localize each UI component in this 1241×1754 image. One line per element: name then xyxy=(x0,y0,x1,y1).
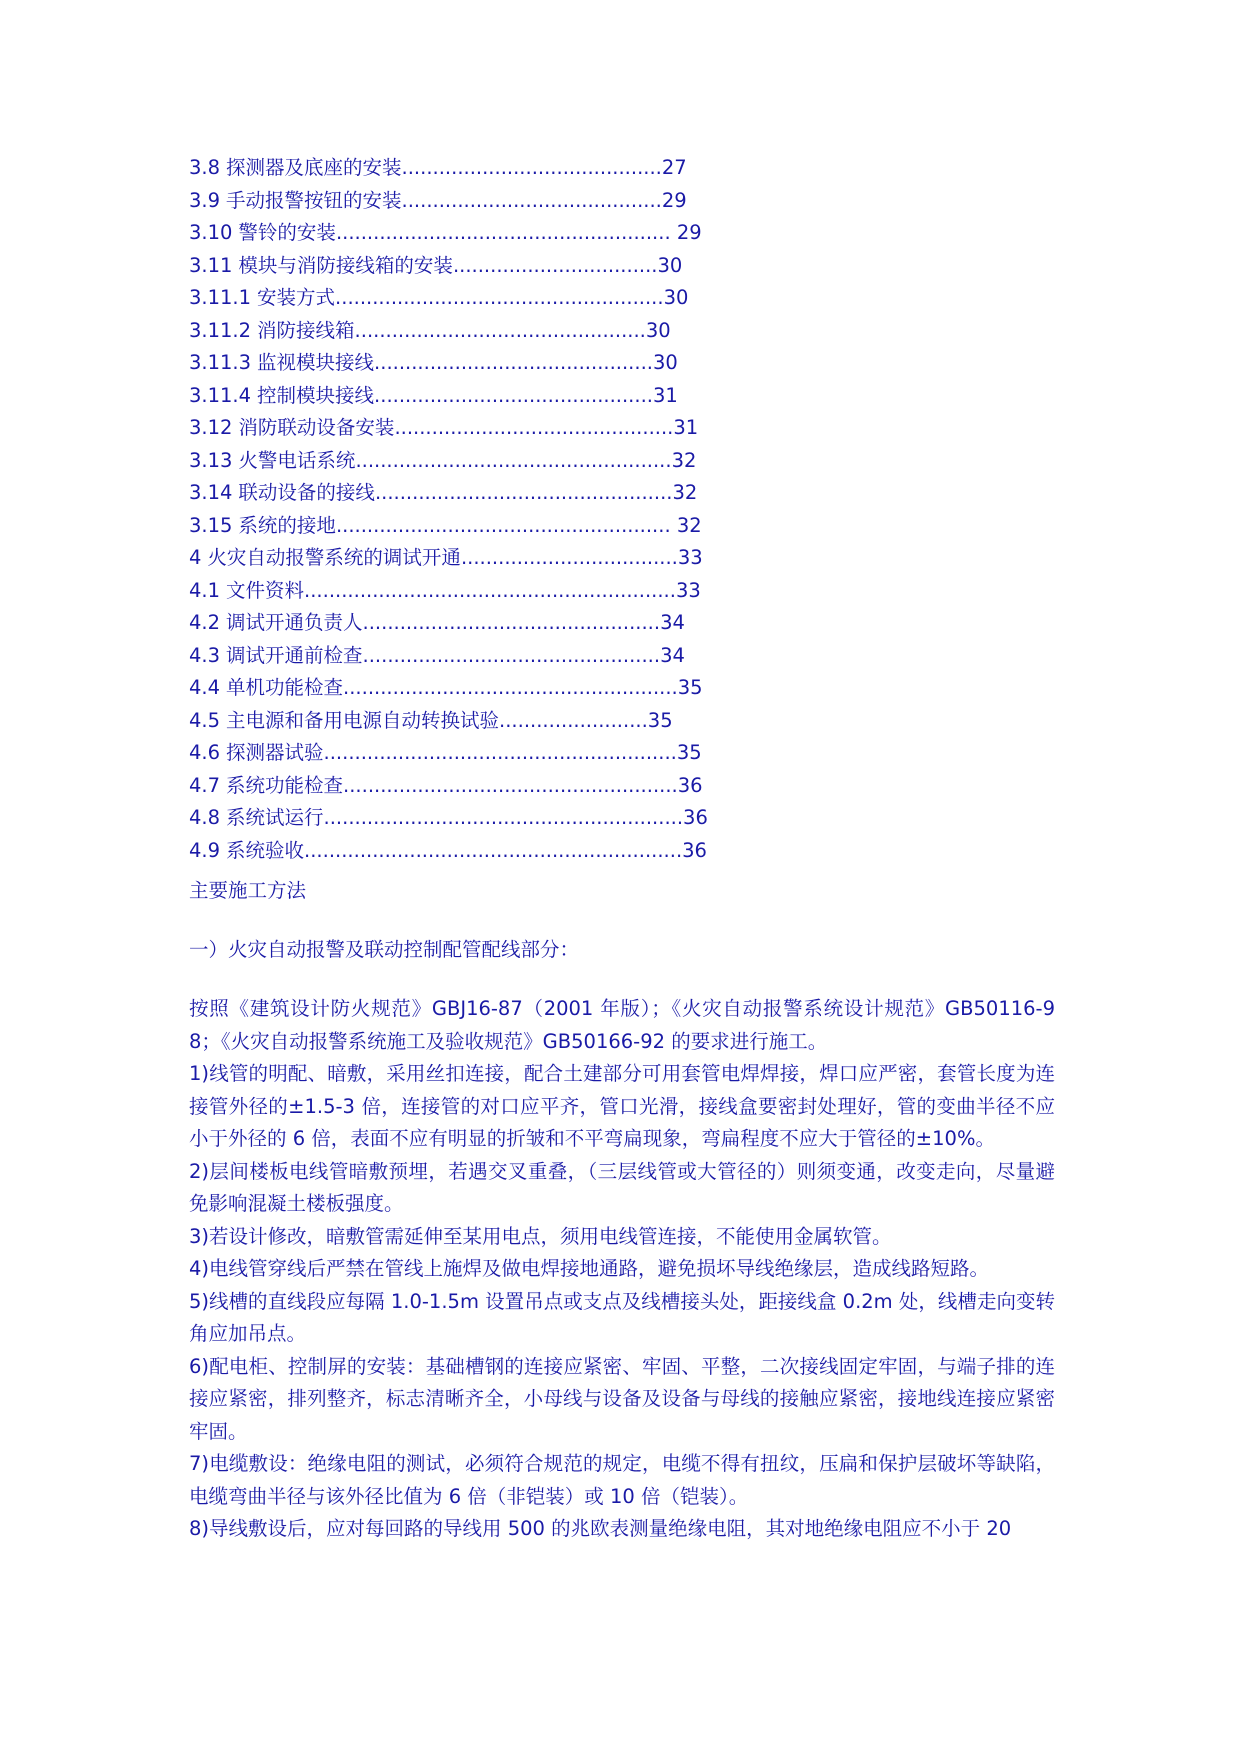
list-item: 2)层间楼板电线管暗敷预埋，若遇交叉重叠，（三层线管或大管径的）则须变通，改变走向，尽量避免影响混凝土楼板强度。 xyxy=(189,1159,1055,1215)
toc-leader: ................................. xyxy=(452,253,658,277)
toc-leader: ...................................................... xyxy=(335,513,671,537)
intro-paragraph: 按照《建筑设计防火规范》GBJ16-87（2001 年版）；《火灾自动报警系统设计规范》GB50116-98；《火灾自动报警系统施工及验收规范》GB50166-92 的要求进行施工。 xyxy=(189,997,1055,1053)
toc-page-number: 36 xyxy=(682,838,707,862)
toc-number: 4.6 xyxy=(189,741,221,764)
toc-page-number: 34 xyxy=(660,611,685,634)
toc-entry[interactable] xyxy=(189,250,749,283)
toc-page-number: 32 xyxy=(671,448,697,472)
toc-page-number: 36 xyxy=(683,806,708,829)
toc-number: 4 xyxy=(189,546,202,569)
toc-page-number: 30 xyxy=(663,286,689,309)
toc-number: 4.1 xyxy=(189,578,221,602)
toc-leader: .......................................... xyxy=(401,188,662,212)
toc-title: 主电源和备用电源自动转换试验 xyxy=(226,708,500,732)
toc-number: 3.11.3 xyxy=(189,351,252,374)
toc-title: 消防接线箱 xyxy=(257,318,355,342)
toc-page-number: 32 xyxy=(670,513,702,537)
toc-number: 3.13 xyxy=(189,448,233,472)
toc-leader: ................................... xyxy=(460,546,678,569)
toc-leader: ......................................................... xyxy=(323,741,677,764)
toc-leader: ............................................................ xyxy=(304,578,676,602)
toc-title: 系统的接地 xyxy=(238,513,336,537)
toc-page-number: 34 xyxy=(660,643,685,667)
toc-entry[interactable] xyxy=(189,737,749,770)
toc-leader: ............................................. xyxy=(374,383,653,407)
toc-entry[interactable] xyxy=(189,607,749,640)
toc-leader: ........................ xyxy=(499,708,648,732)
list-item: 3)若设计修改，暗敷管需延伸至某用电点，须用电线管连接，不能使用金属软管。 xyxy=(189,1224,892,1248)
toc-leader: .......................................... xyxy=(401,156,662,179)
toc-leader: ................................................ xyxy=(362,643,661,667)
toc-title: 火灾自动报警系统的调试开通 xyxy=(207,546,461,569)
toc-number: 3.11.1 xyxy=(189,286,252,309)
toc-page-number: 29 xyxy=(670,221,702,244)
toc-page-number: 30 xyxy=(652,351,678,374)
toc-number: 4.9 xyxy=(189,838,221,862)
toc-entry[interactable] xyxy=(189,542,749,575)
toc-page-number: 29 xyxy=(661,188,687,212)
toc-number: 3.8 xyxy=(189,156,221,179)
toc-entry[interactable] xyxy=(189,445,749,478)
toc-entry[interactable] xyxy=(189,575,749,608)
toc-number: 3.11.4 xyxy=(189,383,252,407)
toc-title: 消防联动设备安装 xyxy=(238,416,395,439)
subsection-heading: 一）火灾自动报警及联动控制配管配线部分： xyxy=(189,938,580,961)
toc-page-number: 27 xyxy=(661,156,687,179)
toc-number: 3.14 xyxy=(189,481,233,504)
toc-leader: ............................................................. xyxy=(304,838,683,862)
toc-number: 4.2 xyxy=(189,611,221,634)
toc-entry[interactable] xyxy=(189,640,749,673)
toc-title: 手动报警按钮的安装 xyxy=(226,188,402,212)
toc-page-number: 31 xyxy=(673,416,699,439)
toc-page-number: 30 xyxy=(657,253,683,277)
toc-entry[interactable] xyxy=(189,152,749,185)
section-heading: 主要施工方法 xyxy=(189,879,307,902)
toc-entry[interactable] xyxy=(189,835,749,868)
toc-page-number: 30 xyxy=(645,318,671,342)
toc-leader: ...................................................... xyxy=(343,773,678,797)
toc-entry[interactable] xyxy=(189,477,749,510)
toc-title: 探测器试验 xyxy=(226,741,324,764)
toc-leader: ............................................. xyxy=(394,416,674,439)
toc-number: 4.3 xyxy=(189,643,221,667)
list-item: 1)线管的明配、暗敷，采用丝扣连接，配合土建部分可用套管电焊焊接，焊口应严密，套管长度为连接管外径的±1.5-3 倍，连接管的对口应平齐，管口光滑，接线盒要密封处理好，管的变曲半径不应小于外径的 6 倍，表面不应有明显的折皱和不平弯扁现象，弯扁程度不应大于管径的±10%。 xyxy=(189,1062,1055,1150)
toc-title: 模块与消防接线箱的安装 xyxy=(238,253,453,277)
toc-page-number: 35 xyxy=(676,741,702,764)
toc-title: 系统验收 xyxy=(226,838,305,862)
toc-number: 3.10 xyxy=(189,221,233,244)
toc-title: 探测器及底座的安装 xyxy=(226,156,402,179)
toc-page-number: 31 xyxy=(652,383,678,407)
toc-page-number: 35 xyxy=(677,676,703,699)
list-item: 5)线槽的直线段应每隔 1.0-1.5m 设置吊点或支点及线槽接头处，距接线盒 0.2m 处，线槽走向变转角应加吊点。 xyxy=(189,1289,1055,1345)
toc-title: 控制模块接线 xyxy=(257,383,375,407)
list-item: 8)导线敷设后，应对每回路的导线用 500 的兆欧表测量绝缘电阻，其对地绝缘电阻应不小于 20 xyxy=(189,1517,1012,1540)
toc-title: 调试开通负责人 xyxy=(226,611,363,634)
toc-number: 3.11 xyxy=(189,253,233,277)
toc-leader: ................................................... xyxy=(355,448,672,472)
toc-page-number: 33 xyxy=(677,546,703,569)
toc-page-number: 33 xyxy=(675,578,701,602)
list-item: 7)电缆敷设：绝缘电阻的测试，必须符合规范的规定，电缆不得有扭纹，压扁和保护层破坏等缺陷，电缆弯曲半径与该外径比值为 6 倍（非铠装）或 10 倍（铠装）。 xyxy=(189,1452,1055,1508)
toc-number: 3.11.2 xyxy=(189,318,252,342)
toc-leader: ............................................. xyxy=(374,351,653,374)
toc-title: 系统试运行 xyxy=(226,806,324,829)
toc-number: 4.7 xyxy=(189,773,221,797)
toc-entry[interactable] xyxy=(189,770,749,803)
toc-number: 4.5 xyxy=(189,708,221,732)
item-list xyxy=(189,1058,1055,1546)
toc-page-number: 32 xyxy=(672,481,698,504)
toc-leader: ...................................................... xyxy=(335,221,671,244)
toc-title: 联动设备的接线 xyxy=(238,481,375,504)
toc-entry[interactable] xyxy=(189,510,749,543)
toc-leader: ................................................ xyxy=(362,611,661,634)
toc-entry[interactable] xyxy=(189,412,749,445)
toc-title: 系统功能检查 xyxy=(226,773,344,797)
toc-entry[interactable] xyxy=(189,347,749,380)
toc-leader: ...................................................... xyxy=(343,676,678,699)
toc-number: 3.12 xyxy=(189,416,233,439)
toc-title: 调试开通前检查 xyxy=(226,643,363,667)
toc-leader: .......................................................... xyxy=(323,806,684,829)
toc-title: 安装方式 xyxy=(257,286,336,309)
toc-entry[interactable] xyxy=(189,315,749,348)
toc-entry[interactable] xyxy=(189,672,749,705)
toc-entry[interactable] xyxy=(189,185,749,218)
toc-entry[interactable] xyxy=(189,282,749,315)
toc-title: 文件资料 xyxy=(226,578,305,602)
toc-entry[interactable] xyxy=(189,380,749,413)
toc-page-number: 35 xyxy=(647,708,673,732)
toc-title: 监视模块接线 xyxy=(257,351,375,374)
toc-title: 火警电话系统 xyxy=(238,448,356,472)
toc-entry[interactable] xyxy=(189,217,749,250)
toc-number: 3.9 xyxy=(189,188,221,212)
toc-leader: ................................................ xyxy=(374,481,673,504)
toc-title: 单机功能检查 xyxy=(226,676,344,699)
table-of-contents xyxy=(189,152,749,867)
toc-leader: ............................................... xyxy=(354,318,646,342)
toc-page-number: 36 xyxy=(677,773,703,797)
list-item: 4)电线管穿线后严禁在管线上施焊及做电焊接地通路，避免损坏导线绝缘层，造成线路短路。 xyxy=(189,1257,990,1280)
toc-number: 4.8 xyxy=(189,806,221,829)
toc-number: 4.4 xyxy=(189,676,221,699)
toc-entry[interactable] xyxy=(189,705,749,738)
toc-title: 警铃的安装 xyxy=(238,221,336,244)
toc-number: 3.15 xyxy=(189,513,233,537)
toc-entry[interactable] xyxy=(189,802,749,835)
body-text xyxy=(189,993,1055,1546)
list-item: 6)配电柜、控制屏的安装：基础槽钢的连接应紧密、牢固、平整，二次接线固定牢固，与端子排的连接应紧密，排列整齐，标志清晰齐全，小母线与设备及设备与母线的接触应紧密，接地线连接应紧密牢固。 xyxy=(189,1354,1055,1443)
toc-leader: ..................................................... xyxy=(335,286,664,309)
